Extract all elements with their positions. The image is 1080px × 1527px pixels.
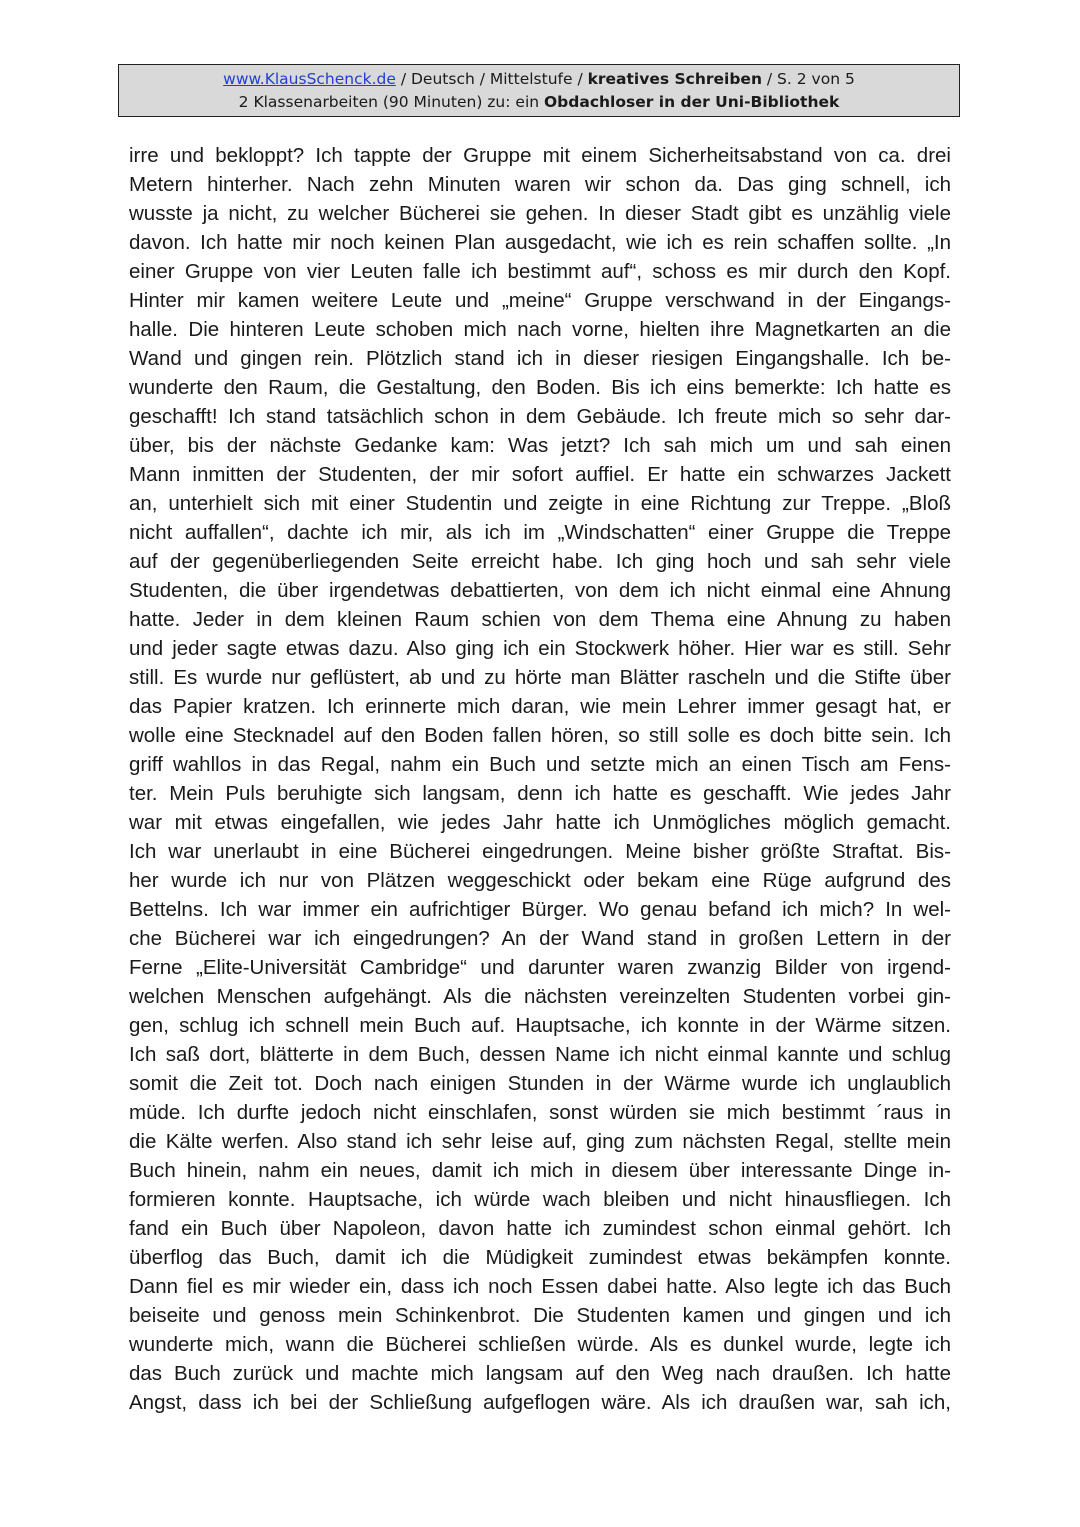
text-line: Dann fiel es mir wieder ein, dass ich noch Essen dabei hatte. Also legte ich das Buch	[129, 1275, 951, 1298]
body-text	[129, 141, 951, 1417]
text-line: war mit etwas eingefallen, wie jedes Jahr hatte ich Unmögliches möglich gemacht.	[129, 811, 951, 834]
text-line: über, bis der nächste Gedanke kam: Was jetzt? Ich sah mich um und sah einen	[129, 434, 951, 457]
header-topic: kreatives Schreiben	[587, 70, 762, 88]
text-line: auf der gegenüberliegenden Seite erreicht habe. Ich ging hoch und sah sehr viele	[129, 550, 951, 573]
text-line: überflog das Buch, damit ich die Müdigkeit zumindest etwas bekämpfen konnte.	[129, 1246, 951, 1269]
text-line: che Bücherei war ich eingedrungen? An der Wand stand in großen Lettern in der	[129, 927, 951, 950]
text-line: halle. Die hinteren Leute schoben mich nach vorne, hielten ihre Magnetkarten an die	[129, 318, 951, 341]
text-line: griff wahllos in das Regal, nahm ein Buch und setzte mich an einen Tisch am Fens-	[129, 753, 951, 776]
text-line: ter. Mein Puls beruhigte sich langsam, denn ich hatte es geschafft. Wie jedes Jahr	[129, 782, 951, 805]
text-line: formieren konnte. Hauptsache, ich würde wach bleiben und nicht hinausfliegen. Ich	[129, 1188, 951, 1211]
text-line: Ich war unerlaubt in eine Bücherei eingedrungen. Meine bisher größte Straftat. Bis-	[129, 840, 951, 863]
text-line: die Kälte werfen. Also stand ich sehr leise auf, ging zum nächsten Regal, stellte mein	[129, 1130, 951, 1153]
text-line: Buch hinein, nahm ein neues, damit ich mich in diesem über interessante Dinge in-	[129, 1159, 951, 1182]
text-line: somit die Zeit tot. Doch nach einigen Stunden in der Wärme wurde ich unglaublich	[129, 1072, 951, 1095]
text-line: Wand und gingen rein. Plötzlich stand ich in dieser riesigen Eingangshalle. Ich be-	[129, 347, 951, 370]
text-line: Ferne „Elite-Universität Cambridge“ und darunter waren zwanzig Bilder von irgend-	[129, 956, 951, 979]
text-line: gen, schlug ich schnell mein Buch auf. Hauptsache, ich konnte in der Wärme sitzen.	[129, 1014, 951, 1037]
header-subtitle-bold: Obdachloser in der Uni-Bibliothek	[544, 93, 840, 111]
text-line: Bettelns. Ich war immer ein aufrichtiger Bürger. Wo genau befand ich mich? In wel-	[129, 898, 951, 921]
text-line: und jeder sagte etwas dazu. Also ging ich ein Stockwerk höher. Hier war es still. Sehr	[129, 637, 951, 660]
text-line: nicht auffallen“, dachte ich mir, als ich im „Windschatten“ einer Gruppe die Treppe	[129, 521, 951, 544]
text-line: wusste ja nicht, zu welcher Bücherei sie gehen. In dieser Stadt gibt es unzählig viele	[129, 202, 951, 225]
page-header	[118, 64, 960, 117]
text-line: her wurde ich nur von Plätzen weggeschickt oder bekam eine Rüge aufgrund des	[129, 869, 951, 892]
text-line: Metern hinterher. Nach zehn Minuten waren wir schon da. Das ging schnell, ich	[129, 173, 951, 196]
text-line: wunderte mich, wann die Bücherei schließen würde. Als es dunkel wurde, legte ich	[129, 1333, 951, 1356]
text-line: geschafft! Ich stand tatsächlich schon in dem Gebäude. Ich freute mich so sehr dar-	[129, 405, 951, 428]
header-breadcrumb: / Deutsch / Mittelstufe /	[395, 70, 588, 88]
text-line: still. Es wurde nur geflüstert, ab und zu hörte man Blätter rascheln und die Stifte über	[129, 666, 951, 689]
text-line: Mann inmitten der Studenten, der mir sofort auffiel. Er hatte ein schwarzes Jackett	[129, 463, 951, 486]
text-line: Studenten, die über irgendetwas debattierten, von dem ich nicht einmal eine Ahnung	[129, 579, 951, 602]
text-line: welchen Menschen aufgehängt. Als die nächsten vereinzelten Studenten vorbei gin-	[129, 985, 951, 1008]
text-line: davon. Ich hatte mir noch keinen Plan ausgedacht, wie ich es rein schaffen sollte. „In	[129, 231, 951, 254]
text-line: das Papier kratzen. Ich erinnerte mich daran, wie mein Lehrer immer gesagt hat, er	[129, 695, 951, 718]
text-line: wunderte den Raum, die Gestaltung, den Boden. Bis ich eins bemerkte: Ich hatte es	[129, 376, 951, 399]
text-line: an, unterhielt sich mit einer Studentin und zeigte in eine Richtung zur Treppe. „Bloß	[129, 492, 951, 515]
text-line: hatte. Jeder in dem kleinen Raum schien von dem Thema eine Ahnung zu haben	[129, 608, 951, 631]
header-subtitle: 2 Klassenarbeiten (90 Minuten) zu: ein	[238, 93, 544, 111]
text-line: Angst, dass ich bei der Schließung aufgeflogen wäre. Als ich draußen war, sah ich,	[129, 1391, 951, 1414]
text-line: beiseite und genoss mein Schinkenbrot. Die Studenten kamen und gingen und ich	[129, 1304, 951, 1327]
text-line: müde. Ich durfte jedoch nicht einschlafen, sonst würden sie mich bestimmt ´raus in	[129, 1101, 951, 1124]
text-line: irre und bekloppt? Ich tappte der Gruppe mit einem Sicherheitsabstand von ca. drei	[129, 144, 951, 167]
text-line: einer Gruppe von vier Leuten falle ich bestimmt auf“, schoss es mir durch den Kopf.	[129, 260, 951, 283]
text-line: Hinter mir kamen weitere Leute und „meine“ Gruppe verschwand in der Eingangs-	[129, 289, 951, 312]
header-line-1	[119, 68, 959, 91]
text-line: wolle eine Stecknadel auf den Boden fallen hören, so still solle es doch bitte sein. Ich	[129, 724, 951, 747]
site-link[interactable]: www.KlausSchenck.de	[223, 70, 396, 88]
header-page-info: / S. 2 von 5	[761, 70, 855, 88]
header-line-2	[119, 91, 959, 114]
text-line: fand ein Buch über Napoleon, davon hatte ich zumindest schon einmal gehört. Ich	[129, 1217, 951, 1240]
text-line: das Buch zurück und machte mich langsam auf den Weg nach draußen. Ich hatte	[129, 1362, 951, 1385]
text-line: Ich saß dort, blätterte in dem Buch, dessen Name ich nicht einmal kannte und schlug	[129, 1043, 951, 1066]
